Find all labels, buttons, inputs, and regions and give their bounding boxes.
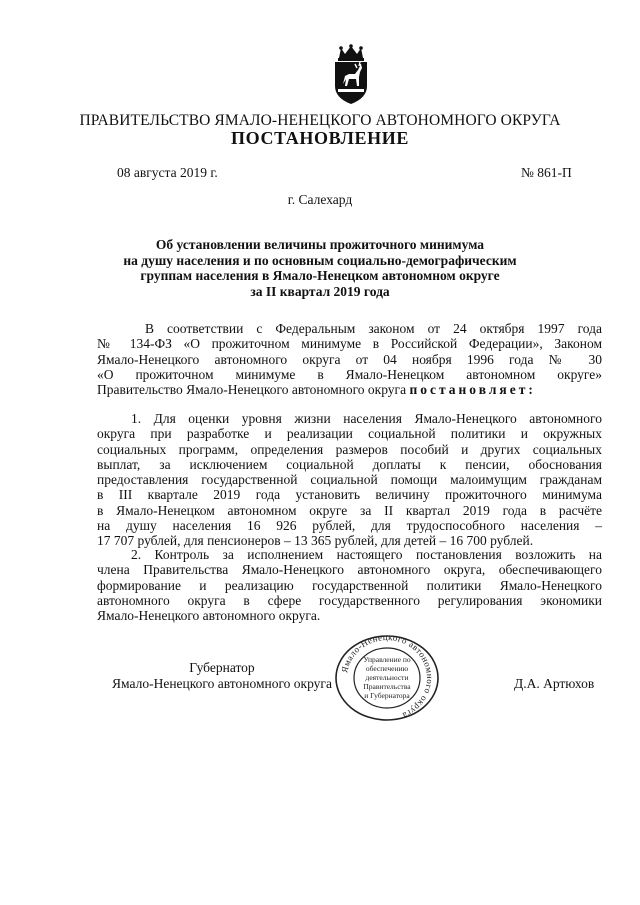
intro-paragraph [97, 321, 602, 397]
title-line: Об установлении величины прожиточного минимума [155, 237, 485, 252]
text-line: в Ямало-Ненецком автономном округе за II квартал 2019 года в расчёте [97, 502, 602, 518]
stamp-line: Правительства [363, 682, 411, 691]
text-line: округа при разработке и реализации социальной политики и окружных [97, 426, 602, 442]
document-type: ПОСТАНОВЛЕНИЕ [231, 128, 409, 148]
text-line: формирование и реализацию государственной политики Ямало-Ненецкого [97, 577, 602, 593]
stamp-line: деятельности [365, 673, 409, 682]
position-line: Ямало-Ненецкого автономного округа [112, 676, 332, 691]
signatory-position [97, 660, 347, 692]
text-line [97, 382, 602, 397]
stamp-ring-text: Ямало-Ненецкого автономного округа [339, 634, 436, 721]
title-line: за II квартал 2019 года [250, 283, 390, 299]
text-line: автономного округа в сфере государственного регулирования экономики [97, 592, 602, 608]
stamp-line: и Губернатора [364, 691, 410, 700]
official-stamp [333, 634, 441, 722]
item-2-paragraph [97, 547, 602, 623]
text-line: 17 707 рублей, для пенсионеров – 13 365 рублей, для детей – 16 700 рублей. [97, 533, 534, 549]
coat-of-arms-icon [329, 44, 373, 106]
text-line: предоставления государственной социальной помощи малоимущим гражданам [97, 472, 602, 488]
item-1-paragraph [97, 411, 602, 549]
text-line: 2. Контроль за исполнением настоящего постановления возложить на [131, 547, 602, 562]
title-line: группам населения в Ямало-Ненецком автономном округе [140, 268, 500, 283]
text-line: В соответствии с Федеральным законом от 24 октября 1997 года [145, 321, 602, 336]
text-line: Ямало-Ненецкого автономного округа. [97, 608, 321, 624]
text-line: выплат, за исключением социальной доплаты к пенсии, обоснования [97, 456, 602, 472]
document-number: № 861-П [521, 165, 572, 180]
text-line: социальных программ, определения размеров пособий и других социальных [97, 441, 602, 457]
text-line: № 134-ФЗ «О прожиточном минимуме в Российской Федерации», Законом [97, 336, 602, 352]
text-line: «О прожиточном минимуме в Ямало-Ненецком автономном округе» [97, 366, 602, 382]
text-line: на душу населения 16 926 рублей, для трудоспособного населения – [97, 518, 602, 534]
document-title [100, 237, 540, 299]
text-line: 1. Для оценки уровня жизни населения Ямало-Ненецкого автономного [131, 411, 602, 426]
text-line: Ямало-Ненецкого автономного округа от 04 ноября 1996 года № 30 [97, 351, 602, 367]
decree-word: постановляет: [409, 382, 536, 398]
stamp-line: обеспечению [365, 664, 409, 673]
text-line: в III квартале 2019 года установить величину прожиточного минимума [97, 487, 602, 503]
text-line: члена Правительства Ямало-Ненецкого автономного округа, обеспечивающего [97, 562, 602, 578]
government-name: ПРАВИТЕЛЬСТВО ЯМАЛО-НЕНЕЦКОГО АВТОНОМНОГО ОКРУГА [79, 112, 561, 129]
text-line-part: Правительство Ямало-Ненецкого автономного округа [97, 382, 407, 398]
signatory-name: Д.А. Артюхов [514, 676, 595, 691]
document-date: 08 августа 2019 г. [117, 165, 218, 180]
title-line: на душу населения и по основным социально-демографическим [123, 252, 517, 268]
document-city: г. Салехард [287, 192, 353, 207]
stamp-line: Управление по [363, 655, 411, 664]
position-line: Губернатор [189, 660, 255, 675]
